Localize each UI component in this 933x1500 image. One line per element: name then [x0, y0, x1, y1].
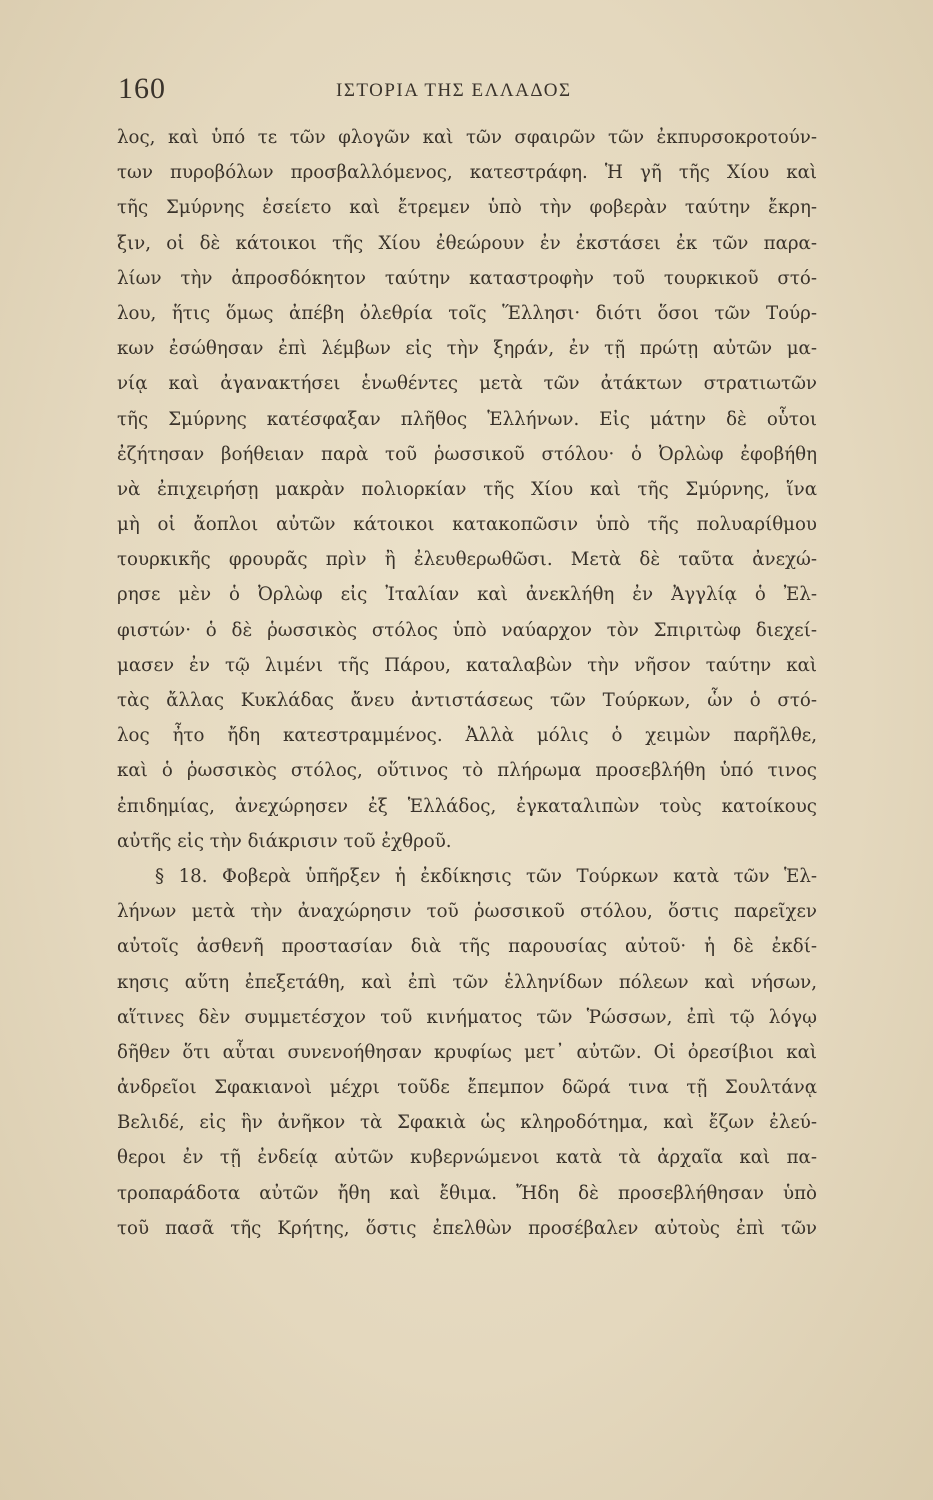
- text-line: μασεν ἐν τῷ λιμένι τῆς Πάρου, καταλαβὼν τὴν νῆσον ταύτην καὶ: [117, 654, 817, 676]
- page-header: [118, 72, 818, 112]
- text-line: αἵτινες δὲν συμμετέσχον τοῦ κινήματος τῶν Ῥώσσων, ἐπὶ τῷ λόγῳ: [117, 1006, 817, 1028]
- text-line: μὴ οἱ ἄοπλοι αὐτῶν κάτοικοι κατακοπῶσιν ὑπὸ τῆς πολυαρίθμου: [117, 514, 817, 536]
- text-line: τῆς Σμύρνης ἐσείετο καὶ ἔτρεμεν ὑπὸ τὴν φοβερὰν ταύτην ἔκρη-: [117, 197, 817, 219]
- section-18-first-line: § 18. Φοβερὰ ὑπῆρξεν ἡ ἐκδίκησις τῶν Τούρκων κατὰ τῶν Ἑλ-: [155, 865, 817, 887]
- page-number: 160: [118, 72, 166, 105]
- text-line: νὰ ἐπιχειρήσῃ μακρὰν πολιορκίαν τῆς Χίου καὶ τῆς Σμύρνης, ἵνα: [117, 478, 817, 500]
- text-line: κησις αὕτη ἐπεξετάθη, καὶ ἐπὶ τῶν ἑλληνίδων πόλεων καὶ νήσων,: [117, 971, 817, 993]
- text-line: λίων τὴν ἀπροσδόκητον ταύτην καταστροφὴν τοῦ τουρκικοῦ στό-: [117, 267, 817, 289]
- text-line: λος ἦτο ἤδη κατεστραμμένος. Ἀλλὰ μόλις ὁ χειμὼν παρῆλθε,: [117, 725, 817, 747]
- text-line: τουρκικῆς φρουρᾶς πρὶν ἢ ἐλευθερωθῶσι. Μετὰ δὲ ταῦτα ἀνεχώ-: [117, 549, 817, 571]
- text-line: τροπαράδοτα αὐτῶν ἤθη καὶ ἔθιμα. Ἤδη δὲ προσεβλήθησαν ὑπὸ: [117, 1182, 817, 1204]
- text-line: φιστών· ὁ δὲ ῥωσσικὸς στόλος ὑπὸ ναύαρχον τὸν Σπιριτὼφ διεχεί-: [117, 619, 817, 641]
- text-line: ἐζήτησαν βοήθειαν παρὰ τοῦ ῥωσσικοῦ στόλου· ὁ Ὀρλὼφ ἐφοβήθη: [117, 443, 817, 465]
- text-line: νίᾳ καὶ ἀγανακτήσει ἑνωθέντες μετὰ τῶν ἀτάκτων στρατιωτῶν: [117, 373, 817, 395]
- text-line: θεροι ἐν τῇ ἐνδείᾳ αὐτῶν κυβερνώμενοι κατὰ τὰ ἀρχαῖα καὶ πα-: [117, 1147, 817, 1169]
- text-line: ξιν, οἱ δὲ κάτοικοι τῆς Χίου ἐθεώρουν ἐν ἐκστάσει ἐκ τῶν παρα-: [117, 232, 817, 254]
- text-line: Βελιδέ, εἰς ἣν ἀνῆκον τὰ Σφακιὰ ὡς κληροδότημα, καὶ ἔζων ἐλεύ-: [117, 1112, 817, 1134]
- paragraph-end-line: αὐτῆς εἰς τὴν διάκρισιν τοῦ ἐχθροῦ.: [117, 830, 452, 852]
- running-title: ΙΣΤΟΡΙΑ ΤΗΣ ΕΛΛΑΔΟΣ: [336, 80, 572, 101]
- text-line: τῆς Σμύρνης κατέσφαξαν πλῆθος Ἑλλήνων. Εἰς μάτην δὲ οὗτοι: [117, 408, 817, 430]
- text-line: των πυροβόλων προσβαλλόμενος, κατεστράφη. Ἡ γῆ τῆς Χίου καὶ: [117, 162, 817, 184]
- text-line: κων ἐσώθησαν ἐπὶ λέμβων εἰς τὴν ξηράν, ἐν τῇ πρώτῃ αὐτῶν μα-: [117, 338, 817, 360]
- text-line: τὰς ἄλλας Κυκλάδας ἄνευ ἀντιστάσεως τῶν Τούρκων, ὧν ὁ στό-: [117, 690, 817, 711]
- text-line: ἐπιδημίας, ἀνεχώρησεν ἐξ Ἑλλάδος, ἐγκαταλιπὼν τοὺς κατοίκους: [117, 795, 817, 817]
- body-text: [117, 120, 817, 1246]
- text-line: λήνων μετὰ τὴν ἀναχώρησιν τοῦ ῥωσσικοῦ στόλου, ὅστις παρεῖχεν: [117, 901, 817, 923]
- text-line: τοῦ πασᾶ τῆς Κρήτης, ὅστις ἐπελθὼν προσέβαλεν αὐτοὺς ἐπὶ τῶν: [117, 1217, 817, 1239]
- text-line: καὶ ὁ ῥωσσικὸς στόλος, οὕτινος τὸ πλήρωμα προσεβλήθη ὑπό τινος: [117, 760, 817, 782]
- text-line: δῆθεν ὅτι αὗται συνενοήθησαν κρυφίως μετ᾽ αὐτῶν. Οἱ ὀρεσίβιοι καὶ: [117, 1041, 817, 1063]
- text-line: λος, καὶ ὑπό τε τῶν φλογῶν καὶ τῶν σφαιρῶν τῶν ἐκπυρσοκροτούν-: [117, 127, 817, 148]
- text-line: ρησε μὲν ὁ Ὀρλὼφ εἰς Ἰταλίαν καὶ ἀνεκλήθη ἐν Ἀγγλίᾳ ὁ Ἐλ-: [117, 584, 817, 606]
- text-line: αὐτοῖς ἀσθενῆ προστασίαν διὰ τῆς παρουσίας αὐτοῦ· ἡ δὲ ἐκδί-: [117, 936, 817, 958]
- text-line: λου, ἥτις ὅμως ἀπέβη ὀλεθρία τοῖς Ἕλλησι· διότι ὅσοι τῶν Τούρ-: [117, 302, 817, 324]
- text-line: ἀνδρεῖοι Σφακιανοὶ μέχρι τοῦδε ἔπεμπον δῶρά τινα τῇ Σουλτάνᾳ: [117, 1077, 817, 1099]
